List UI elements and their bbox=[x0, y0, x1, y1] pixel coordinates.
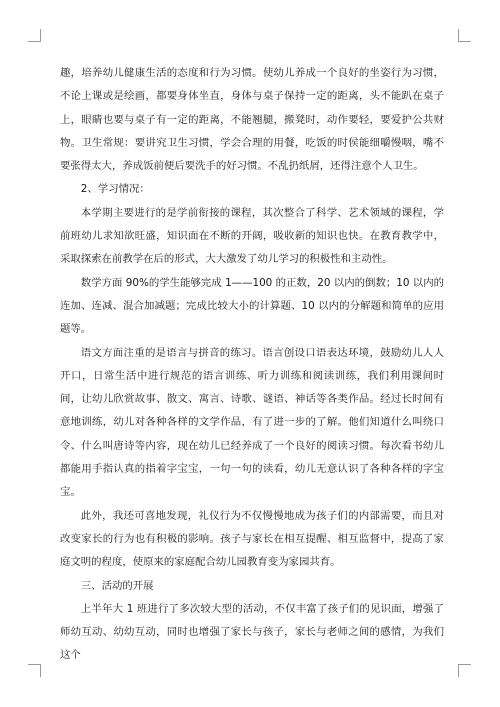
document-body bbox=[60, 62, 444, 668]
crop-mark-bottom-left bbox=[28, 664, 41, 677]
crop-mark-top-left bbox=[28, 29, 41, 42]
crop-mark-bottom-right bbox=[458, 664, 471, 677]
paragraph-etiquette: 此外，我还可喜地发现，礼仪行为不仅慢慢地成为孩子们的内部需要，而且对改变家长的行为也有积极的影响。孩子与家长在相互提醒、相互监督中，提高了家庭文明的程度，使原来的家庭配合幼儿园教育变为家园共育。 bbox=[60, 509, 444, 569]
paragraph-activities: 上半年大 1 班进行了多次较大型的活动，不仅丰富了孩子们的见识面，增强了师幼互动、幼幼互动，同时也增强了家长与孩子，家长与老师之间的感情，为我们这个 bbox=[60, 602, 444, 662]
paragraph-math: 数学方面 90%的学生能够完成 1——100 的正数，20 以内的倒数；10 以内的连加、连减、混合加减题；完成比较大小的计算题、10 以内的分解题和简单的应用题等。 bbox=[60, 276, 444, 336]
paragraph-hygiene-habits: 趣，培养幼儿健康生活的态度和行为习惯。使幼儿养成一个良好的坐姿行为习惯，不论上课或是绘画，都要身体坐直，身体与桌子保持一定的距离，头不能趴在桌子上，眼睛也要与桌子有一定的距离，不能翘腿，搬凳时，动作要轻，要爱护公共财物。卫生常规：要讲究卫生习惯，学会合理的用餐，吃饭的时侯能细嚼慢咽，嘴不要张得太大，养成饭前便后要洗手的好习惯。不乱扔纸屑，还得注意个人卫生。 bbox=[60, 67, 444, 173]
section-heading-learning: 2、学习情况： bbox=[80, 183, 150, 196]
crop-mark-top-right bbox=[458, 29, 471, 42]
paragraph-curriculum: 本学期主要进行的是学前衔接的课程，其次整合了科学、艺术领域的课程，学前班幼儿求知欲旺盛，知识面在不断的开阔，吸收新的知识也快。在教育教学中，采取探索在前教学在后的形式，大大激发了幼儿学习的积极性和主动性。 bbox=[60, 206, 444, 266]
section-heading-activities: 三、活动的开展 bbox=[80, 579, 154, 592]
paragraph-language: 语文方面注重的是语言与拼音的练习。语言创设口语表达环境，鼓励幼儿人人开口，日常生活中进行规范的语言训练、听力训练和阅读训练，我们利用课间时间，让幼儿欣赏故事、散文、寓言、诗歌、谜语、神话等各类作品。经过长时间有意地训练，幼儿对各种各样的文学作品，有了进一步的了解。他们知道什么叫绕口令、什么叫唐诗等内容，现在幼儿已经养成了一个良好的阅读习惯。每次看书幼儿都能用手指认真的指着字宝宝，一句一句的读看，幼儿无意认识了各种各样的字宝宝。 bbox=[60, 346, 444, 499]
